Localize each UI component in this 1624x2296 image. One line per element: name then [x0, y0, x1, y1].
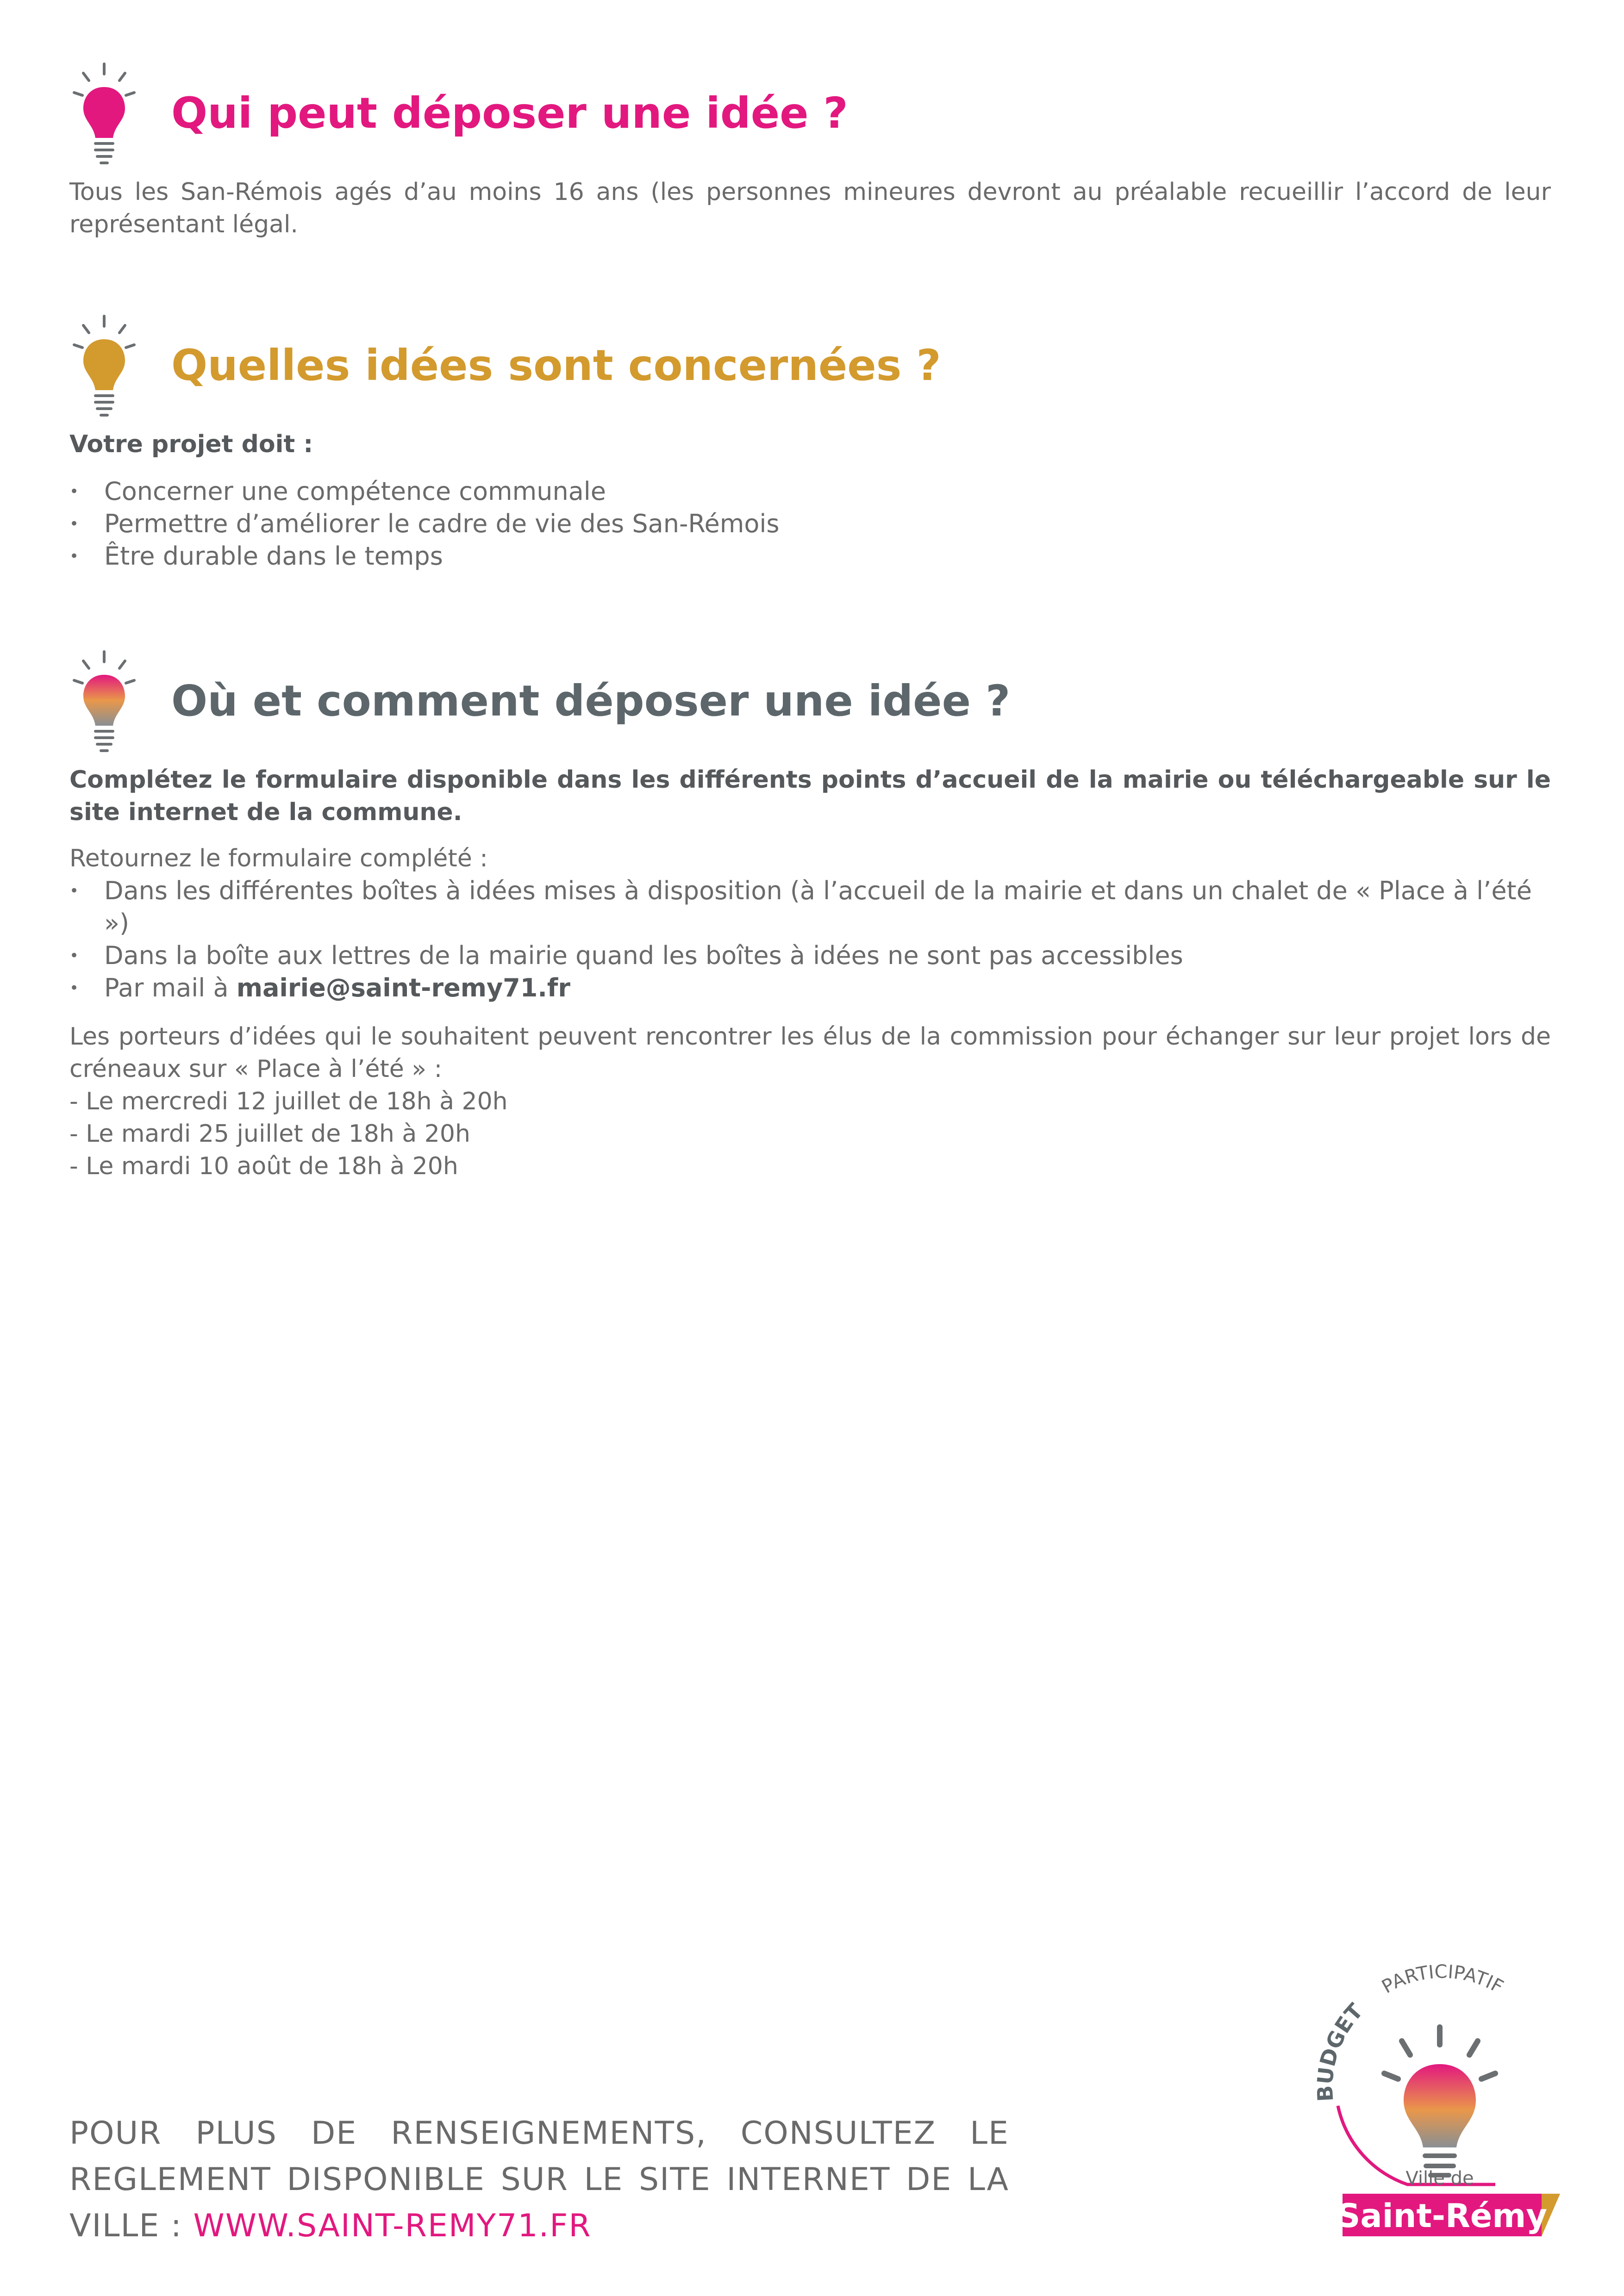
list-item: • Concerner une compétence communale	[69, 475, 1551, 508]
section-what-header	[69, 308, 1551, 423]
lightbulb-icon	[69, 643, 139, 759]
footer-text	[69, 2110, 1009, 2249]
section-what-intro: Votre projet doit :	[69, 430, 313, 458]
logo-ville-de: Ville de	[1405, 2168, 1474, 2189]
section-who	[69, 56, 1551, 241]
section-how-lead: Complétez le formulaire disponible dans les différents points d’accueil de la mairie ou téléchargeable sur le site internet de la commune.	[69, 766, 1551, 826]
section-what-list	[69, 475, 1551, 572]
dates-list	[69, 1085, 1551, 1182]
section-who-title: Qui peut déposer une idée ?	[171, 88, 848, 138]
section-how-return-intro: Retournez le formulaire complété :	[69, 845, 488, 872]
section-who-text: Tous les San-Rémois agés d’au moins 16 ans (les personnes mineures devront au préalable recueillir l’accord de leur représentant légal.	[69, 178, 1551, 238]
list-item: • Permettre d’améliorer le cadre de vie des San-Rémois	[69, 508, 1551, 540]
list-item	[69, 972, 1551, 1004]
section-how-title: Où et comment déposer une idée ?	[171, 676, 1011, 726]
section-how-header	[69, 643, 1551, 759]
mail-link[interactable]: mairie@saint-remy71.fr	[236, 973, 570, 1002]
section-who-header	[69, 56, 1551, 171]
date-line: - Le mardi 10 août de 18h à 20h	[69, 1152, 458, 1180]
logo-participatif-text: PARTICIPATIF	[1378, 1961, 1507, 1998]
mail-prefix: Par mail à	[104, 973, 237, 1002]
date-line: - Le mardi 25 juillet de 18h à 20h	[69, 1120, 470, 1148]
logo-budget-text: BUDGET	[1312, 1998, 1368, 2103]
logo-name: Saint-Rémy	[1337, 2197, 1547, 2235]
list-item: • Dans les différentes boîtes à idées mises à disposition (à l’accueil de la mairie et dans un chalet de « Place à l’été »)	[69, 875, 1551, 940]
section-how	[69, 643, 1551, 1182]
section-how-list	[69, 875, 1551, 1004]
lightbulb-icon	[69, 56, 139, 171]
date-line: - Le mercredi 12 juillet de 18h à 20h	[69, 1088, 508, 1115]
budget-participatif-logo	[1301, 1944, 1579, 2245]
list-item: • Dans la boîte aux lettres de la mairie quand les boîtes à idées ne sont pas accessibles	[69, 940, 1551, 972]
section-what-title: Quelles idées sont concernées ?	[171, 341, 941, 390]
section-how-meet: Les porteurs d’idées qui le souhaitent peuvent rencontrer les élus de la commission pour échanger sur leur projet lors de créneaux sur « Place à l’été » :	[69, 1023, 1551, 1083]
footer-label: POUR PLUS DE RENSEIGNEMENTS, CONSULTEZ LE REGLEMENT DISPONIBLE SUR LE SITE INTERNET DE LA VILLE :	[69, 2115, 1009, 2244]
list-item: • Être durable dans le temps	[69, 540, 1551, 572]
website-link[interactable]: WWW.SAINT-REMY71.FR	[193, 2208, 592, 2244]
lightbulb-icon	[69, 308, 139, 423]
section-what	[69, 308, 1551, 572]
